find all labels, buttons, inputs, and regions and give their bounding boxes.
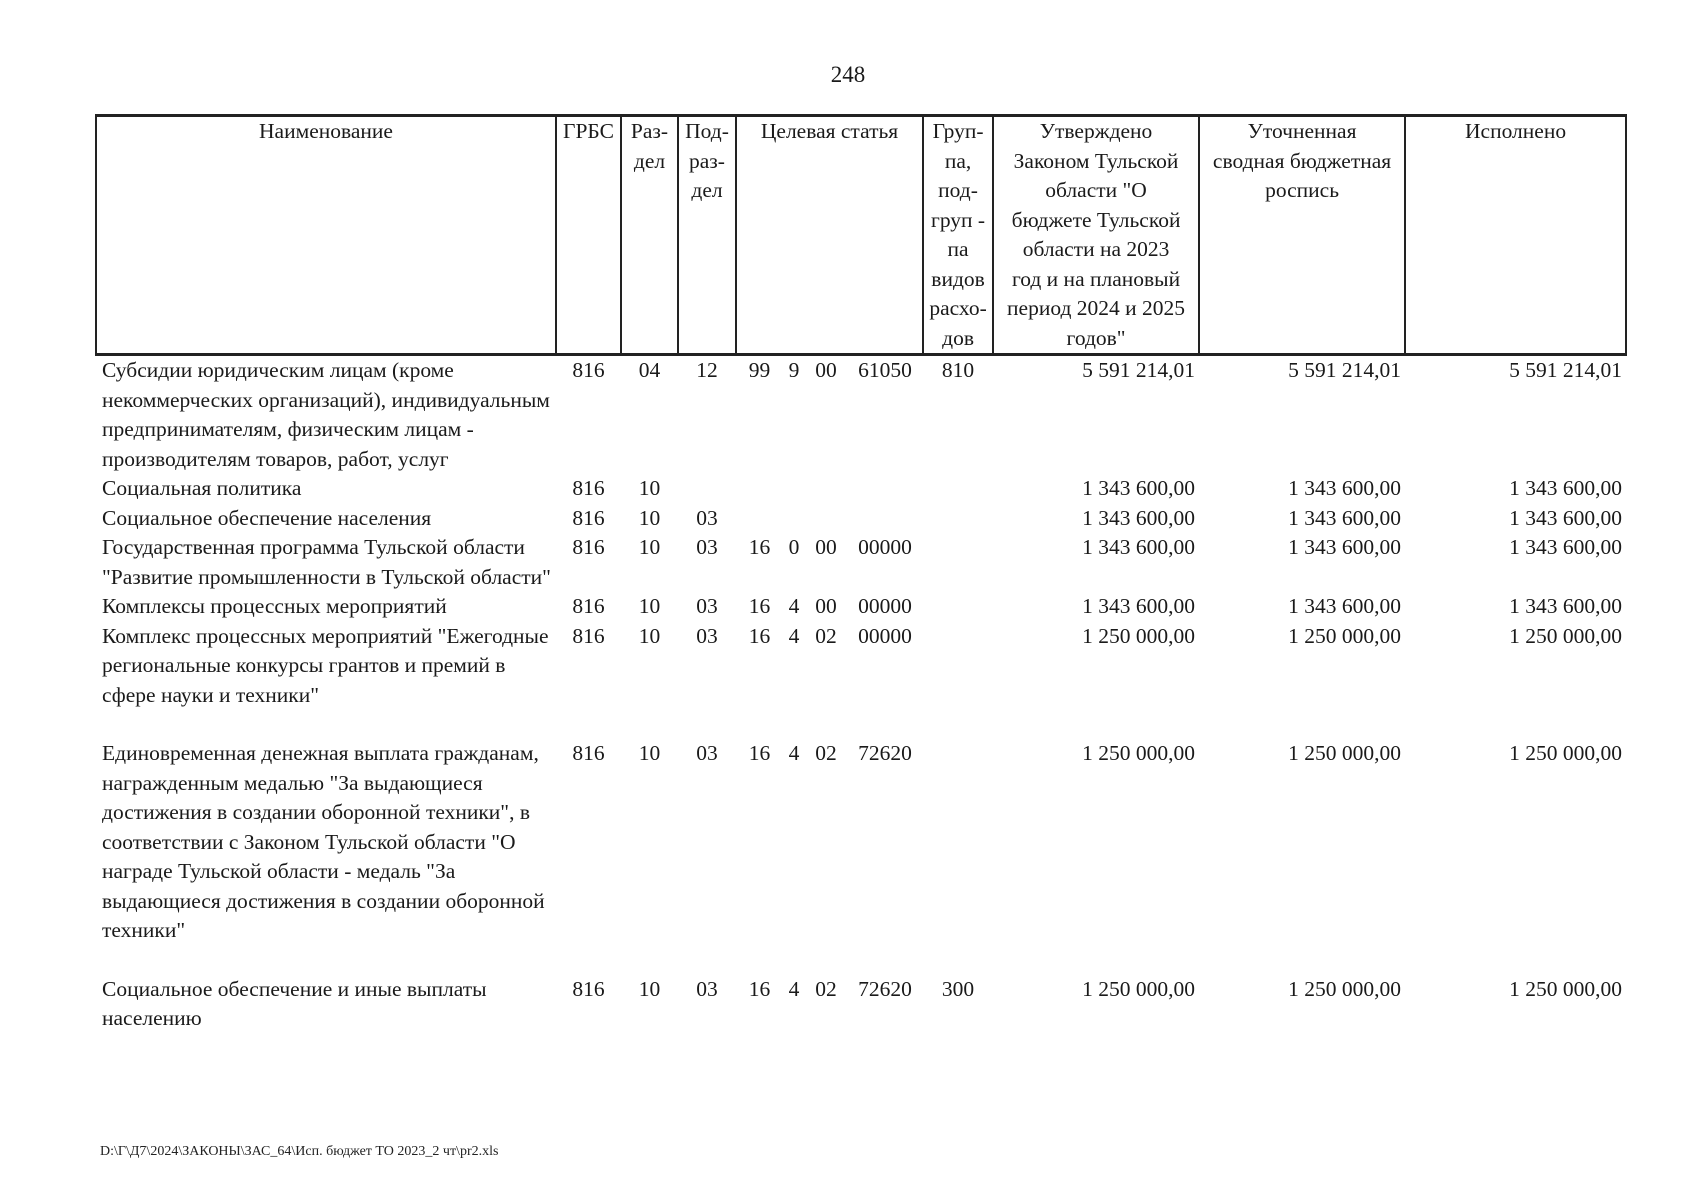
row-approved-amount: 1 250 000,00 <box>1082 741 1196 765</box>
row-expense-group <box>923 592 993 622</box>
table-row <box>96 474 1626 504</box>
row-refined-amount: 5 591 214,01 <box>1288 358 1402 382</box>
row-target-code: 61050 <box>858 358 912 382</box>
row-expense-group <box>923 474 993 504</box>
header-name: Наименование <box>96 116 556 355</box>
row-executed-amount: 1 343 600,00 <box>1509 505 1623 530</box>
row-approved-amount: 1 343 600,00 <box>1082 594 1196 618</box>
row-target-type <box>783 474 805 504</box>
row-expense-group <box>923 533 993 592</box>
row-grbs: 816 <box>572 623 605 648</box>
row-target-code <box>847 504 923 534</box>
row-expense-group <box>923 622 993 740</box>
row-target-code <box>847 474 923 504</box>
row-grbs: 816 <box>572 476 605 500</box>
header-approved: Утверждено Законом Тульской области "О бюджете Тульской области на 2023 год и на плановый период 2024 и 2025 годов" <box>993 116 1199 355</box>
row-refined-amount: 1 343 600,00 <box>1288 476 1402 500</box>
row-approved-amount: 5 591 214,01 <box>1082 358 1196 382</box>
row-razdel: 10 <box>638 535 661 559</box>
row-target-direction: 00 <box>815 594 837 618</box>
row-target-program: 16 <box>748 741 771 765</box>
row-target-type: 4 <box>788 623 800 648</box>
row-podrazdel <box>678 474 736 504</box>
row-approved-amount: 1 343 600,00 <box>1082 505 1196 530</box>
row-target-type: 0 <box>788 535 800 559</box>
row-name: Социальное обеспечение населения <box>102 505 432 530</box>
row-target-code: 00000 <box>858 594 912 618</box>
row-refined-amount: 1 250 000,00 <box>1288 623 1402 648</box>
row-razdel: 10 <box>638 594 661 618</box>
row-approved-amount: 1 343 600,00 <box>1082 535 1196 559</box>
row-refined-amount: 1 250 000,00 <box>1288 741 1402 765</box>
row-executed-amount: 5 591 214,01 <box>1509 358 1623 382</box>
row-name: Социальное обеспечение и иные выплаты населению <box>102 976 487 1030</box>
row-razdel: 10 <box>638 476 661 500</box>
row-refined-amount: 1 343 600,00 <box>1288 505 1402 530</box>
row-target-code: 00000 <box>858 623 912 648</box>
row-target-program <box>736 474 783 504</box>
row-target-type <box>783 504 805 534</box>
row-refined-amount: 1 343 600,00 <box>1288 594 1402 618</box>
row-podrazdel: 03 <box>696 594 718 618</box>
row-target-code: 00000 <box>858 535 912 559</box>
row-podrazdel: 03 <box>696 623 718 648</box>
row-target-program: 16 <box>748 976 771 1001</box>
row-podrazdel: 03 <box>696 535 718 559</box>
row-approved-amount: 1 250 000,00 <box>1082 623 1196 648</box>
table-row <box>96 355 1626 475</box>
row-grbs: 816 <box>572 358 605 382</box>
row-name: Социальная политика <box>102 476 302 500</box>
row-razdel: 10 <box>638 976 661 1001</box>
row-executed-amount: 1 343 600,00 <box>1509 594 1623 618</box>
row-target-program: 16 <box>748 594 771 618</box>
row-target-direction: 02 <box>815 976 837 1001</box>
file-path-footer: D:\Г\Д7\2024\ЗАКОНЫ\ЗАС_64\Исп. бюджет ТО 2023_2 чт\pr2.xls <box>100 1144 499 1159</box>
row-refined-amount: 1 343 600,00 <box>1288 535 1402 559</box>
row-refined-amount: 1 250 000,00 <box>1288 976 1402 1001</box>
row-podrazdel: 12 <box>696 358 718 382</box>
row-target-direction <box>805 474 847 504</box>
header-refined: Уточненная сводная бюджетная роспись <box>1199 116 1405 355</box>
table-body <box>96 355 1626 1034</box>
row-grbs: 816 <box>572 976 605 1001</box>
row-target-code: 72620 <box>858 741 912 765</box>
row-executed-amount: 1 250 000,00 <box>1509 976 1623 1001</box>
row-name: Государственная программа Тульской области "Развитие промышленности в Тульской области" <box>102 535 551 589</box>
row-grbs: 816 <box>572 594 605 618</box>
row-grbs: 816 <box>572 505 605 530</box>
row-approved-amount: 1 250 000,00 <box>1082 976 1196 1001</box>
table-row <box>96 504 1626 534</box>
row-target-program: 16 <box>748 535 771 559</box>
row-target-program: 99 <box>748 358 771 382</box>
row-target-direction: 00 <box>815 535 837 559</box>
row-executed-amount: 1 250 000,00 <box>1509 741 1623 765</box>
row-target-type: 4 <box>788 741 800 765</box>
row-target-direction: 02 <box>815 623 837 648</box>
row-target-type: 9 <box>788 358 800 382</box>
row-expense-group <box>923 739 993 975</box>
row-name: Субсидии юридическим лицам (кроме некоммерческих организаций), индивидуальным предпринимателям, физическим лицам - производителям товаров, работ, услуг <box>102 358 550 471</box>
table-row <box>96 622 1626 740</box>
row-razdel: 10 <box>638 623 661 648</box>
budget-table <box>95 114 1627 1034</box>
row-expense-group <box>923 504 993 534</box>
row-podrazdel: 03 <box>696 505 718 530</box>
table-header <box>96 116 1626 355</box>
row-podrazdel: 03 <box>696 976 718 1001</box>
row-razdel: 10 <box>638 505 661 530</box>
row-target-direction <box>805 504 847 534</box>
header-razdel: Раз- дел <box>621 116 678 355</box>
table-row <box>96 975 1626 1034</box>
row-target-direction: 02 <box>815 741 837 765</box>
row-name: Комплексы процессных мероприятий <box>102 594 447 618</box>
row-expense-group: 300 <box>941 976 975 1001</box>
row-name: Комплекс процессных мероприятий "Ежегодные региональные конкурсы грантов и премий в сфере науки и техники" <box>102 623 549 707</box>
row-target-program: 16 <box>748 623 771 648</box>
row-podrazdel: 03 <box>696 741 718 765</box>
table-row <box>96 739 1626 975</box>
row-target-code: 72620 <box>858 976 912 1001</box>
row-target-type: 4 <box>788 976 800 1001</box>
row-expense-group: 810 <box>941 358 975 382</box>
row-executed-amount: 1 250 000,00 <box>1509 623 1623 648</box>
header-executed: Исполнено <box>1405 116 1626 355</box>
row-approved-amount: 1 343 600,00 <box>1082 476 1196 500</box>
row-target-program <box>736 504 783 534</box>
row-executed-amount: 1 343 600,00 <box>1509 476 1623 500</box>
page-number: 248 <box>830 62 866 87</box>
row-grbs: 816 <box>572 535 605 559</box>
row-razdel: 04 <box>638 358 661 382</box>
header-podrazdel: Под- раз- дел <box>678 116 736 355</box>
row-executed-amount: 1 343 600,00 <box>1509 535 1623 559</box>
row-target-type: 4 <box>788 594 800 618</box>
row-grbs: 816 <box>572 741 605 765</box>
row-name: Единовременная денежная выплата гражданам, награжденным медалью "За выдающиеся достижения в создании оборонной техники", в соответствии с Законом Тульской области "О награде Тульской области - медаль "За выдающиеся достижения в создании оборонной техники" <box>102 741 545 942</box>
header-grbs: ГРБС <box>556 116 621 355</box>
table-row <box>96 533 1626 592</box>
header-group: Груп- па, под- груп - па видов расхо- дов <box>923 116 993 355</box>
row-razdel: 10 <box>638 741 661 765</box>
header-target-article: Целевая статья <box>736 116 923 355</box>
table-row <box>96 592 1626 622</box>
row-target-direction: 00 <box>815 358 837 382</box>
